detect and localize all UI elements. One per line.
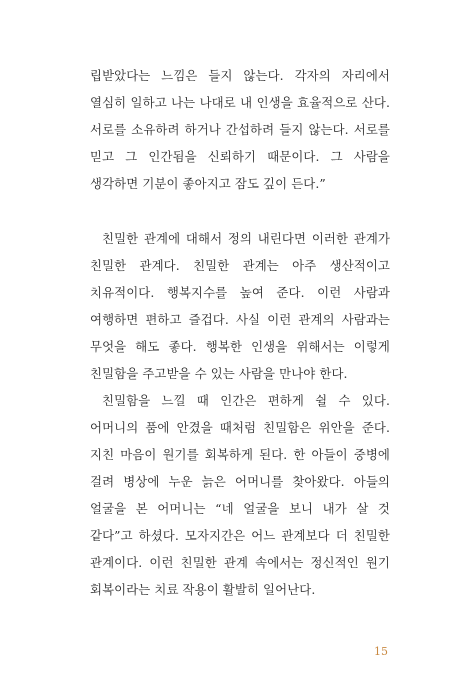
paragraph-intimacy-rest: 친밀함을 느낄 때 인간은 편하게 쉴 수 있다. 어머니의 품에 안겼을 때처럼 친밀함은 위안을 준다. 지친 마음이 원기를 회복하게 된다. 한 아들이 중병에 걸려 병상에 누운 늙은 어머니를 찾아왔다. 아들의 얼굴을 본 어머니는 “네 얼굴을 보니 내가 살 것 같다”고 하셨다. 모자지간은 어느 관계보다 더 친밀한 관계이다. 이런 친밀한 관계 속에서는 정신적인 원기 회복이라는 치료 작용이 활발히 일어난다. — [90, 393, 390, 597]
page-body — [90, 62, 390, 603]
paragraph-intimacy-definition: 친밀한 관계에 대해서 정의 내린다면 이러한 관계가 친밀한 관계다. 친밀한 관계는 아주 생산적이고 치유적이다. 행복지수를 높여 준다. 이런 사람과 여행하면 편하고 즐겁다. 사실 이런 관계의 사람과는 무엇을 해도 좋다. 행복한 인생을 위해서는 이렇게 친밀함을 주고받을 수 있는 사람을 만나야 한다. — [90, 231, 390, 381]
paragraph-continued: 립받았다는 느낌은 들지 않는다. 각자의 자리에서 열심히 일하고 나는 나대로 내 인생을 효율적으로 산다. 서로를 소유하려 하거나 간섭하려 들지 않는다. 서로를 믿고 그 인간됨을 신뢰하기 때문이다. 그 사람을 생각하면 기분이 좋아지고 잠도 깊이 든다.” — [90, 68, 390, 191]
page-number: 15 — [374, 645, 388, 658]
paragraph-spacer — [90, 197, 390, 225]
